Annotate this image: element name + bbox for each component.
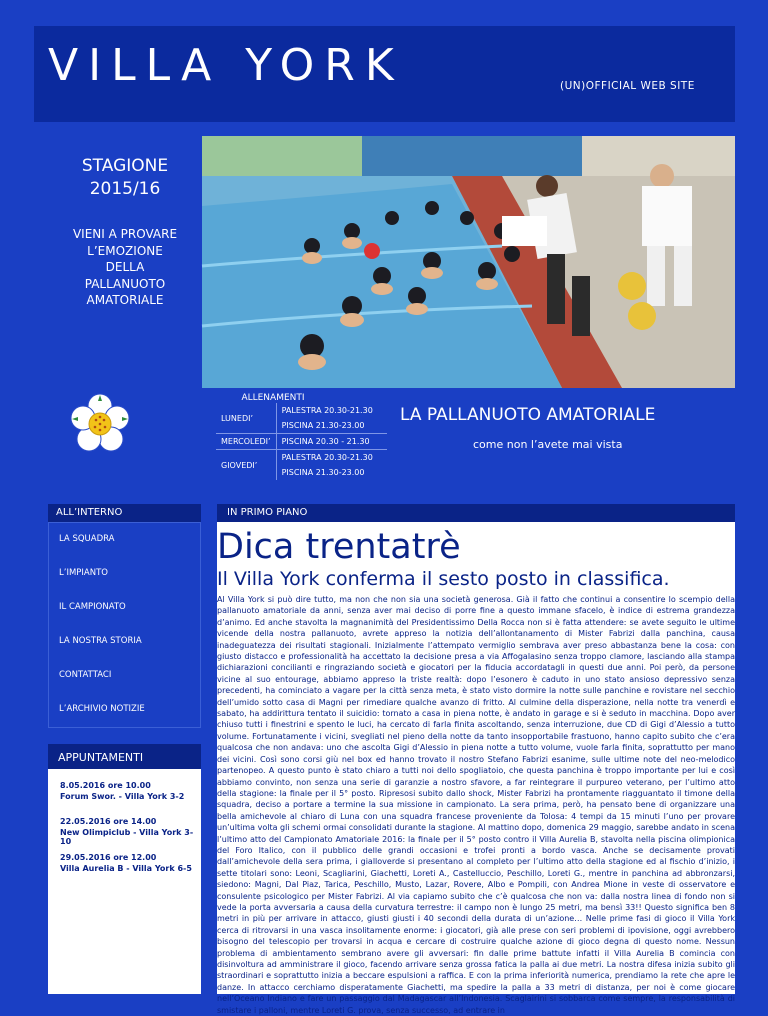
training-slot: PALESTRA 20.30-21.30 xyxy=(276,403,387,418)
appointments-panel xyxy=(48,769,201,994)
season-line-1: STAGIONE xyxy=(81,156,169,176)
article-body: Al Villa York si può dire tutto, ma non che non sia una società generosa. Già il fatto che continui a consentire lo scempio della pallanuoto amatoriale da anni, senza aver mai deciso di porre fine a questo immane sfacelo, è indice di estrema grandezza d’animo. Ed anche stavolta la magnanimità del Presidentissimo Della Rocca non si è fatta attendere: se avete seguito le ultime vicende della nostra pallanuoto, avrete appreso la notizia dell’allontanamento di Mister Fabrizi dalla panchina, causa inadeguatezza dei risultati stagionali. Inizialmente l’attempato vermiglio sembrava aver preso abbastanza bene la cosa: con giusto distacco e professionalità ha accettato la decisione presa a via Affogalasino senza troppo clamore, lasciando alla stampa dichiarazioni concilianti e ringraziando società e giocatori per la fiducia accordatagli in questi due anni. Poi però, da persone vicine al suo entourage, abbiamo appreso la triste realtà: dopo l’esonero è caduto in uno stato ansioso depressivo senza precedenti, ha cominciato a vagare per la città senza meta, è stato visto dormire la notte sulle panchine e rovistare nel secchio dell’umido sotto casa di Magni per rimediare qualche avanzo di fritto. Al culmine della disperazione, nella notte tra venerdì e sabato, ha addirittura tentato il suicidio: tornato a casa in piena notte, è andato in garage e si è seduto in macchina. Dopo aver chiuso tutti i finestrini e spento le luci, ha cercato di farla finita ascoltando, senza interruzione, due CD di Gigi d’Alessio a tutto volume. Fortunatamente i vicini, svegliati nel pieno della notte da tanto insopportabile frastuono, hanno capito subito che c’era qualcosa che non andava: uno che ascolta Gigi d’Alessio in piena notte a tutto volume, vuole farla finita, soprattutto per mano dei vicini. Così sono corsi giù nel box ed hanno trovato il nostro Stefano Fabrizi esanime, sulle ultime note del neo-melodico partenopeo. A questo punto è stato chiaro a tutti noi dello spogliatoio, che questa panchina è troppo importante per lui e così abbiamo convinto, non senza una serie di garanzie a nostro sfavore, a far reintegrare il purpureo veterano, per l’ultimo atto della stagione: la finale per il 5° posto. Ripresosi subito dallo shock, Mister Fabrizi ha prontamente riagguantato il timone della squadra, deciso a portare a termine la sua missione in campionato. La sera prima, però, ha pensato bene di organizzare una bella amichevole al chiaro di Luna con una squadra francese proveniente da Tolosa: 4 tempi da 15 minuti l’uno per provare un’ultima volta gli schemi ormai consolidati durante la stagione. Al mattino dopo, domenica 29 maggio, sarebbe andato in scena l’ultimo atto del Campionato Amatoriale 2016: la finale per il 5° posto contro il Villa Aurelia B, stavolta nella piscina olimpionica del Foro Italico, con il pubblico delle grandi occasioni e trofei pronti a bordo vasca. Anche se decisamente provati dall’amichevole della sera prima, i gialloverde si presentano al completo per l’ultimo atto della stagione ed al fischio d’inizio, i sette titolari sono: Leoni, Scagliarini, Giachetti, Loreti A., Castelluccio, Peschillo, Loreti G., mentre in panchina ad abbronzarsi, siedono: Magni, Dal Piaz, Tarica, Peschillo, Musto, Lazar, Rovere, Albo e Pompili, con Andrea Mione in veste di osservatore e consulente psicologico per Mister Fabrizi. Al via capiamo subito che c’è qualcosa che non va: dalla nostra linea di fondo non si vede la porta avversaria a causa della curvatura terrestre: il campo non è lungo 25 metri, ma bensì 33!! Questo significa ben 8 metri in più per arrivare in attacco, giusti giusti i 40 secondi della durata di un’azione… Nelle prime fasi di gioco il Villa York cerca di ritrovarsi in una vasca insolitamente enorme: i giocatori, già alle prese con seri problemi di ipovisione, oggi avrebbero bisogno del telescopio per trovarsi in acqua e cercare di costruire qualche azione di gioco degna di questo nome. Nessun problema di ambientamento sembrano avere gli avversari: fin dalle prime battute infatti il Villa Aurelia B comincia con disinvoltura ad amministrare il gioco, facendo arrivare senza grossa fatica la palla ai due metri. La nostra difesa inizia subito gli straordinari e soprattutto inizia a beccare espulsioni a raffica. E con la prima inferiorità numerica, prendiamo la rete che apre le danze. In attacco cerchiamo disperatamente Giachetti, ma spedire la palla a 33 metri di distanza, per noi è come giocare nell’Oceano Indiano e fare un passaggio dal Madagascar all’Indonesia. Scaglairini si sobbarca come sempre, la responsabilità di smistare i palloni, mentre Loreti G. prova, senza successo, ad entrare in xyxy=(217,595,735,1015)
training-title: ALLENAMENTI xyxy=(241,393,305,403)
nav-item-squadra[interactable]: LA SQUADRA xyxy=(59,534,115,544)
nav-item-campionato[interactable]: IL CAMPIONATO xyxy=(59,602,126,612)
promo-text xyxy=(66,226,184,309)
nav-item-archivio[interactable]: L’ARCHIVIO NOTIZIE xyxy=(59,704,145,714)
training-slot: PALESTRA 20.30-21.30 xyxy=(276,450,387,466)
appointment-date: 22.05.2016 ore 14.00 xyxy=(60,817,157,826)
promo-line: VIENI A PROVARE xyxy=(72,227,178,241)
featured-header-label: IN PRIMO PIANO xyxy=(227,507,308,518)
appointments-header-label: APPUNTAMENTI xyxy=(58,751,144,764)
training-day: MERCOLEDI’ xyxy=(216,434,276,450)
article-title: Dica trentatrè xyxy=(217,527,461,567)
hero-photo xyxy=(202,136,735,388)
season-line-2: 2015/16 xyxy=(89,179,161,199)
training-slot: PISCINA 20.30 - 21.30 xyxy=(276,434,387,450)
training-slot: PISCINA 21.30-23.00 xyxy=(276,418,387,434)
promo-subheadline: come non l’avete mai vista xyxy=(473,438,623,451)
appointments-header xyxy=(48,744,201,769)
promo-line: DELLA xyxy=(105,260,145,274)
appointment-match: New Olimpiclub - Villa York 3-10 xyxy=(60,828,194,846)
team-photo-image xyxy=(202,136,735,388)
appointment-date: 29.05.2016 ore 12.00 xyxy=(60,853,157,862)
training-slot: PISCINA 21.30-23.00 xyxy=(276,465,387,480)
site-logo[interactable]: VILLA YORK xyxy=(48,40,404,91)
promo-line: L’EMOZIONE xyxy=(87,243,163,258)
appointment-match: Villa Aurelia B - Villa York 6-5 xyxy=(60,864,192,873)
training-day: LUNEDI’ xyxy=(221,413,254,423)
training-day: GIOVEDI’ xyxy=(216,450,276,481)
nav-item-contattaci[interactable]: CONTATTACI xyxy=(59,670,112,680)
promo-line: PALLANUOTO xyxy=(84,276,166,291)
nav-item-storia[interactable]: LA NOSTRA STORIA xyxy=(59,636,142,646)
article-subtitle: Il Villa York conferma il sesto posto in classifica. xyxy=(217,568,670,590)
sidebar-nav xyxy=(48,522,201,728)
nav-item-impianto[interactable]: L’IMPIANTO xyxy=(59,568,108,578)
nav-header xyxy=(48,504,201,522)
nav-header-label: ALL’INTERNO xyxy=(56,507,123,518)
featured-article xyxy=(217,522,735,1015)
appointment-match: Forum Swor. - Villa York 3-2 xyxy=(60,792,185,801)
training-schedule xyxy=(216,403,387,480)
appointment-date: 8.05.2016 ore 10.00 xyxy=(60,781,151,790)
promo-headline: LA PALLANUOTO AMATORIALE xyxy=(400,405,656,425)
season-label xyxy=(66,155,184,201)
rose-emblem-icon xyxy=(69,393,131,455)
featured-header xyxy=(217,504,735,522)
promo-line: AMATORIALE xyxy=(86,293,164,307)
site-tagline: (UN)OFFICIAL WEB SITE xyxy=(560,80,695,92)
